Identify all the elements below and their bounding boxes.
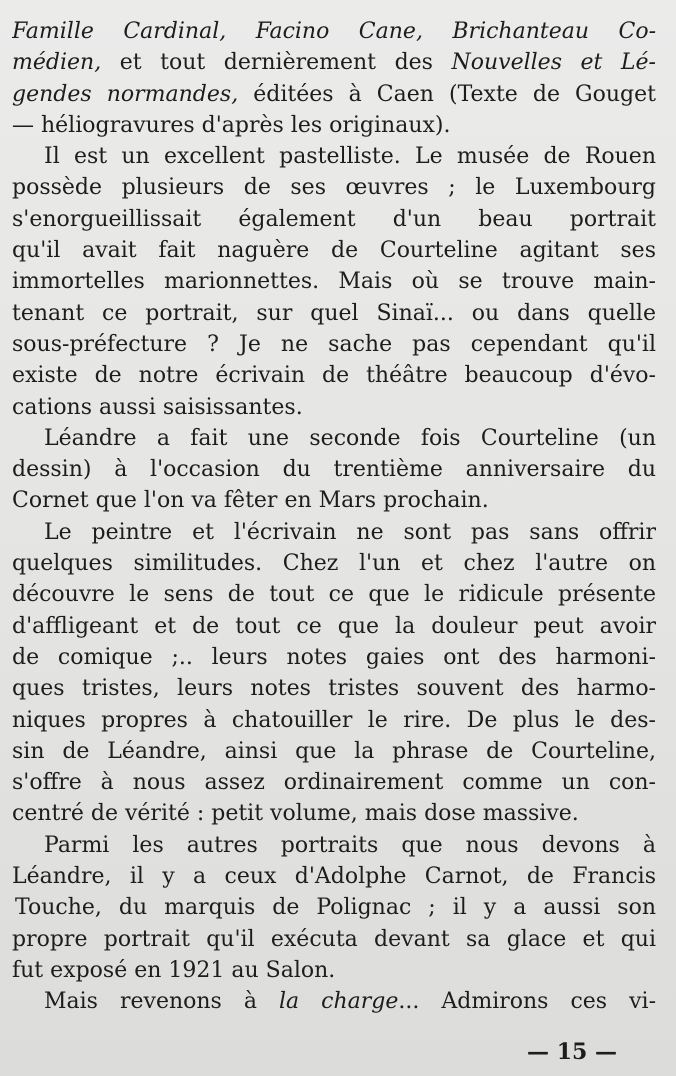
text-run: ques tristes, leurs notes tristes souvent des harmo- xyxy=(12,676,656,702)
text-run: d'affligeant et de tout ce que la douleur peut avoir xyxy=(12,613,656,639)
italic-text: Famille Cardinal, Facino Cane, Brichanteau Co- xyxy=(12,19,656,44)
text-line xyxy=(12,16,656,47)
text-line xyxy=(12,423,656,454)
text-run: Touche, du marquis de Polignac ; il y a aussi son xyxy=(15,895,656,921)
text-line xyxy=(12,329,656,360)
text-run: ... Admirons ces vi- xyxy=(398,989,656,1015)
text-run: sin de Léandre, ainsi que la phrase de Courteline, xyxy=(12,738,656,764)
text-line xyxy=(12,392,656,423)
text-line xyxy=(12,986,656,1017)
text-line xyxy=(12,830,656,861)
text-run: immortelles marionnettes. Mais où se trouve main- xyxy=(12,269,656,295)
text-run: fut exposé en 1921 au Salon. xyxy=(12,957,336,983)
text-line xyxy=(12,611,656,642)
text-line xyxy=(12,955,656,986)
text-run: centré de vérité : petit volume, mais dose massive. xyxy=(12,801,579,827)
text-line xyxy=(12,141,656,172)
text-run: qu'il avait fait naguère de Courteline agitant ses xyxy=(12,238,656,264)
text-line xyxy=(12,736,656,767)
text-run: s'enorgueillissait également d'un beau portrait xyxy=(12,206,656,232)
text-line xyxy=(12,673,656,704)
text-line xyxy=(12,579,656,610)
text-line xyxy=(12,642,656,673)
text-run: cations aussi saisissantes. xyxy=(12,394,303,420)
text-run: possède plusieurs de ses œuvres ; le Luxembourg xyxy=(12,175,656,201)
text-run: dessin) à l'occasion du trentième anniversaire du xyxy=(12,457,656,483)
text-run: — héliogravures d'après les originaux). xyxy=(12,112,451,138)
italic-text: gendes normandes, xyxy=(12,81,239,107)
text-run: découvre le sens de tout ce que le ridicule présente xyxy=(12,582,656,608)
text-line xyxy=(12,47,656,78)
text-run: niques propres à chatouiller le rire. De plus le des- xyxy=(12,707,656,733)
text-line xyxy=(12,235,656,266)
text-line xyxy=(12,705,656,736)
page-number: — 15 — xyxy=(527,1039,617,1065)
italic-text: la charge xyxy=(278,989,399,1015)
text-line xyxy=(12,204,656,235)
italic-text: Nouvelles et Lé- xyxy=(451,50,656,76)
text-run: quelques similitudes. Chez l'un et chez l'autre on xyxy=(12,551,656,577)
text-run: et tout dernièrement des xyxy=(101,50,452,76)
text-line xyxy=(12,861,656,892)
text-line xyxy=(12,360,656,391)
text-run: Cornet que l'on va fêter en Mars prochain. xyxy=(12,488,489,514)
text-line xyxy=(12,172,656,203)
text-line xyxy=(12,548,656,579)
text-run: existe de notre écrivain de théâtre beaucoup d'évo- xyxy=(12,363,656,389)
text-line xyxy=(12,798,656,829)
text-run: Mais revenons à xyxy=(44,989,279,1015)
text-run: sous-préfecture ? Je ne sache pas cependant qu'il xyxy=(12,331,656,357)
text-run: Parmi les autres portraits que nous devons à xyxy=(44,832,656,858)
text-run: tenant ce portrait, sur quel Sinaï... ou dans quelle xyxy=(12,300,656,326)
text-line xyxy=(12,266,656,297)
text-run: de comique ;.. leurs notes gaies ont des harmoni- xyxy=(12,644,656,670)
text-line xyxy=(12,485,656,516)
text-run: propre portrait qu'il exécuta devant sa glace et qui xyxy=(12,926,656,952)
text-run: Il est un excellent pastelliste. Le musée de Rouen xyxy=(44,144,656,170)
body-text xyxy=(12,16,656,1018)
text-line xyxy=(12,454,656,485)
text-line xyxy=(12,892,656,923)
text-line xyxy=(12,924,656,955)
text-line xyxy=(12,110,656,141)
italic-text: médien, xyxy=(12,50,102,76)
text-run: Léandre a fait une seconde fois Courteline (un xyxy=(44,425,656,451)
text-line xyxy=(12,767,656,798)
text-run: Léandre, il y a ceux d'Adolphe Carnot, de Francis xyxy=(12,864,656,890)
text-run: éditées à Caen (Texte de Gouget xyxy=(238,81,656,107)
text-line xyxy=(12,298,656,329)
text-run: Le peintre et l'écrivain ne sont pas sans offrir xyxy=(44,519,656,545)
text-line xyxy=(12,79,656,110)
text-run: s'offre à nous assez ordinairement comme un con- xyxy=(12,770,656,796)
text-line xyxy=(12,517,656,548)
